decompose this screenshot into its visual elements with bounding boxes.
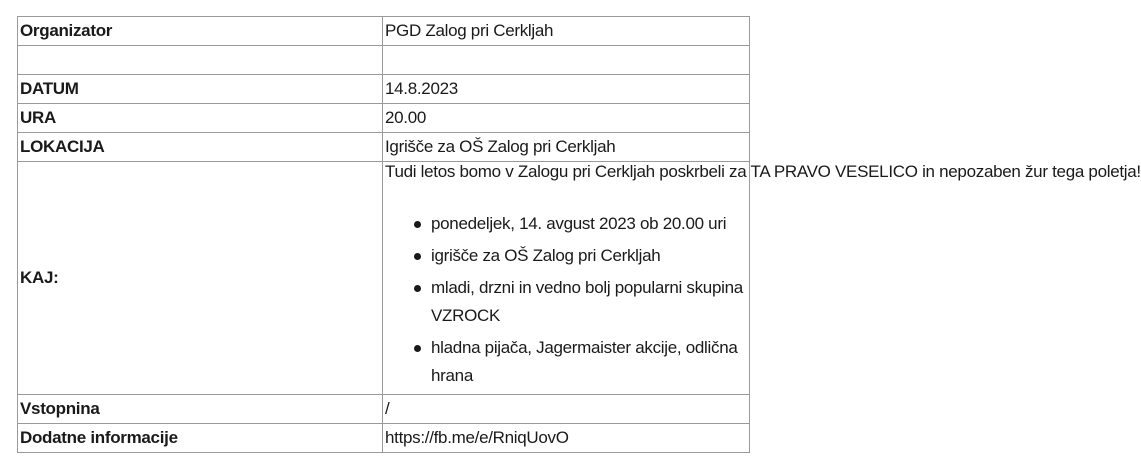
- list-item-text: mladi, drzni in vedno bolj popularni skupina VZROCK: [431, 278, 743, 325]
- list-item: [431, 210, 747, 238]
- empty-cell: [18, 46, 383, 75]
- organizator-value: PGD Zalog pri Cerkljah: [383, 17, 750, 46]
- list-item-text: igrišče za OŠ Zalog pri Cerkljah: [431, 246, 661, 265]
- bullet-icon: [414, 221, 421, 228]
- datum-value: 14.8.2023: [383, 75, 750, 104]
- table-row-vstopnina: [18, 395, 750, 424]
- kaj-bullet-list: [385, 210, 747, 390]
- list-item-text: hladna pijača, Jagermaister akcije, odlična hrana: [431, 338, 738, 385]
- table-row-lokacija: [18, 133, 750, 162]
- empty-cell: [383, 46, 750, 75]
- bullet-icon: [414, 345, 421, 352]
- list-item: [431, 242, 747, 270]
- kaj-description: [383, 162, 1141, 395]
- lokacija-value: Igrišče za OŠ Zalog pri Cerkljah: [383, 133, 750, 162]
- facebook-event-link[interactable]: https://fb.me/e/RniqUovO: [383, 424, 750, 453]
- dodatne-informacije-label: Dodatne informacije: [18, 424, 383, 453]
- lokacija-label: LOKACIJA: [18, 133, 383, 162]
- event-info-table: [17, 16, 1141, 453]
- table-row-kaj: [18, 162, 750, 395]
- table-row-empty: [18, 46, 750, 75]
- organizator-label: Organizator: [18, 17, 383, 46]
- bullet-icon: [414, 285, 421, 292]
- table-row-datum: [18, 75, 750, 104]
- table-row-organizator: [18, 17, 750, 46]
- ura-value: 20.00: [383, 104, 750, 133]
- table-row-ura: [18, 104, 750, 133]
- datum-label: DATUM: [18, 75, 383, 104]
- kaj-intro-text: Tudi letos bomo v Zalogu pri Cerkljah poskrbeli za TA PRAVO VESELICO in nepozaben žur tega poletja!: [385, 162, 1141, 181]
- list-item-text: ponedeljek, 14. avgust 2023 ob 20.00 uri: [431, 214, 727, 233]
- table-row-dodatne-informacije: [18, 424, 750, 453]
- bullet-icon: [414, 253, 421, 260]
- list-item: [431, 334, 747, 390]
- ura-label: URA: [18, 104, 383, 133]
- kaj-label: KAJ:: [18, 162, 383, 395]
- vstopnina-label: Vstopnina: [18, 395, 383, 424]
- vstopnina-value: /: [383, 395, 750, 424]
- list-item: [431, 274, 747, 330]
